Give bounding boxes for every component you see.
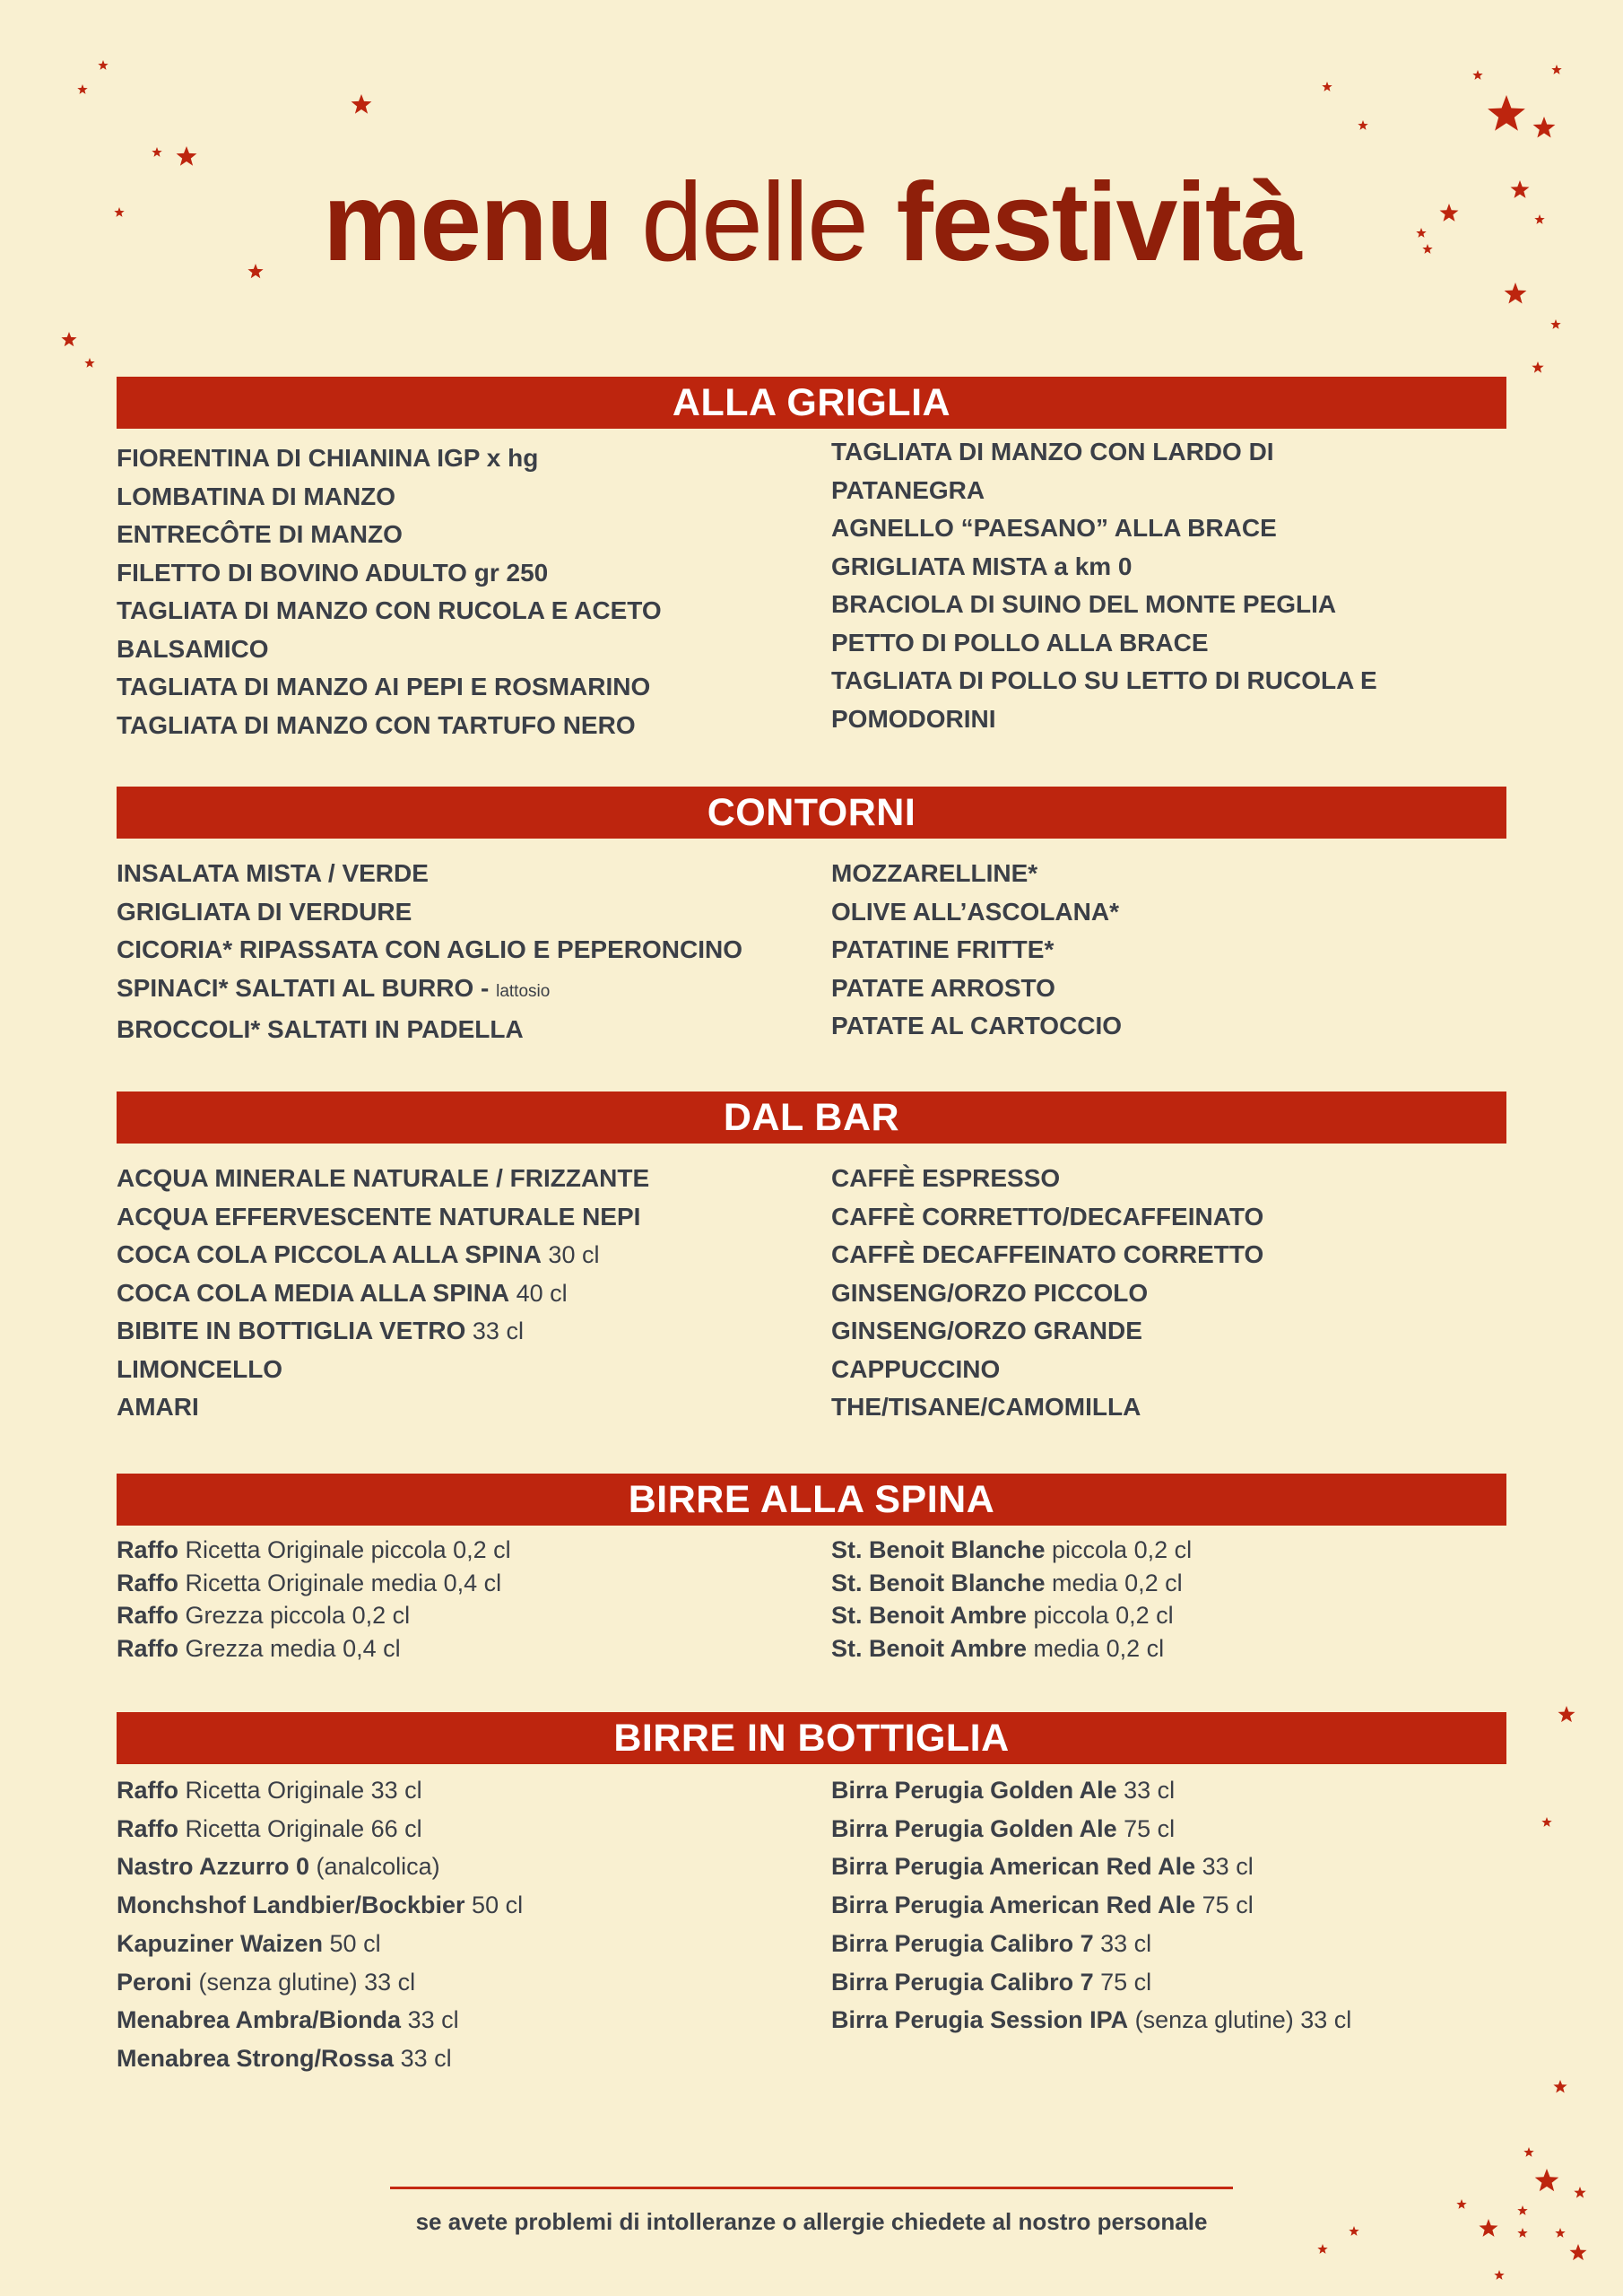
beer-brand: St. Benoit Blanche bbox=[831, 1536, 1046, 1563]
beer-detail: Grezza piccola 0,2 cl bbox=[178, 1602, 411, 1629]
beer-brand: Raffo bbox=[117, 1634, 178, 1662]
menu-item bbox=[831, 1632, 1513, 1665]
star-icon bbox=[1532, 361, 1543, 373]
menu-item bbox=[831, 1848, 1513, 1886]
beer-detail: (senza glutine) 33 cl bbox=[192, 1968, 416, 1996]
menu-item: FILETTO DI BOVINO ADULTO gr 250 bbox=[117, 558, 549, 587]
beer-brand: Nastro Azzurro 0 bbox=[117, 1853, 310, 1881]
menu-item: CAFFÈ ESPRESSO bbox=[831, 1164, 1061, 1192]
menu-item bbox=[117, 1810, 825, 1848]
beer-detail: 50 cl bbox=[323, 1929, 381, 1957]
beer-brand: Raffo bbox=[117, 1777, 178, 1804]
bar-left-column bbox=[117, 1160, 825, 1427]
menu-item: TAGLIATA DI MANZO CON RUCOLA E ACETO BALSAMICO bbox=[117, 596, 662, 663]
menu-item: GRIGLIATA MISTA a km 0 bbox=[831, 552, 1133, 580]
menu-item: AGNELLO “PAESANO” ALLA BRACE bbox=[831, 514, 1277, 542]
beer-brand: Birra Perugia Golden Ale bbox=[831, 1777, 1117, 1804]
menu-item bbox=[117, 1632, 825, 1665]
title-festivita: festività bbox=[896, 161, 1301, 284]
beer-detail: (analcolica) bbox=[309, 1853, 440, 1881]
beer-brand: Birra Perugia American Red Ale bbox=[831, 1892, 1196, 1919]
beer-brand: Birra Perugia Calibro 7 bbox=[831, 1968, 1094, 1996]
item-name: AMARI bbox=[117, 1393, 199, 1421]
beer-brand: Raffo bbox=[117, 1602, 178, 1629]
beer-brand: Raffo bbox=[117, 1569, 178, 1596]
allergy-notice: se avete problemi di intolleranze o allergie chiedete al nostro personale bbox=[415, 2208, 1208, 2235]
menu-item: FIORENTINA DI CHIANINA IGP x hg bbox=[117, 444, 539, 472]
star-icon bbox=[1574, 2187, 1585, 2198]
menu-item: GINSENG/ORZO PICCOLO bbox=[831, 1278, 1149, 1307]
beer-brand: Raffo bbox=[117, 1814, 178, 1842]
item-name: LIMONCELLO bbox=[117, 1354, 283, 1383]
beer-brand: Birra Perugia Session IPA bbox=[831, 2006, 1129, 2034]
menu-item bbox=[831, 1886, 1513, 1925]
star-icon bbox=[84, 358, 94, 368]
title-menu: menu bbox=[322, 161, 612, 284]
menu-item bbox=[831, 1771, 1513, 1810]
bar-right-column bbox=[831, 1160, 1513, 1427]
item-name: COCA COLA PICCOLA ALLA SPINA bbox=[117, 1240, 542, 1268]
star-icon bbox=[61, 332, 76, 346]
spina-right-column bbox=[831, 1534, 1513, 1665]
menu-item: PATATE ARROSTO bbox=[831, 973, 1055, 1002]
beer-detail: media 0,2 cl bbox=[1045, 1569, 1183, 1596]
star-icon bbox=[1570, 2244, 1587, 2260]
star-icon bbox=[1523, 2147, 1533, 2157]
menu-item: LOMBATINA DI MANZO bbox=[117, 482, 396, 510]
contorni-left-column bbox=[117, 855, 825, 1049]
menu-item: TAGLIATA DI MANZO AI PEPI E ROSMARINO bbox=[117, 673, 651, 700]
menu-item bbox=[831, 1925, 1513, 1963]
menu-item bbox=[117, 1925, 825, 1963]
menu-item: CAFFÈ CORRETTO/DECAFFEINATO bbox=[831, 1202, 1264, 1231]
star-icon bbox=[1535, 2169, 1559, 2191]
menu-item bbox=[117, 1160, 825, 1198]
menu-item: TAGLIATA DI MANZO CON LARDO DI PATANEGRA bbox=[831, 438, 1274, 504]
menu-item bbox=[117, 1848, 825, 1886]
menu-item: CAFFÈ DECAFFEINATO CORRETTO bbox=[831, 1240, 1264, 1268]
star-icon bbox=[1322, 82, 1332, 91]
menu-item bbox=[117, 2039, 825, 2078]
menu-item bbox=[831, 1599, 1513, 1632]
menu-item: PETTO DI POLLO ALLA BRACE bbox=[831, 628, 1209, 657]
star-icon bbox=[1472, 70, 1482, 80]
beer-brand: Menabrea Ambra/Bionda bbox=[117, 2006, 402, 2034]
menu-item bbox=[117, 1351, 825, 1389]
beer-detail: 33 cl bbox=[1093, 1929, 1152, 1957]
section-birre-alla-spina bbox=[117, 1474, 1506, 1678]
beer-brand: Birra Perugia American Red Ale bbox=[831, 1853, 1196, 1881]
menu-item: INSALATA MISTA / VERDE bbox=[117, 859, 429, 887]
beer-brand: Birra Perugia Calibro 7 bbox=[831, 1929, 1094, 1957]
menu-item bbox=[117, 1198, 825, 1237]
star-icon bbox=[1488, 95, 1525, 131]
star-icon bbox=[1553, 2080, 1567, 2093]
menu-item: ENTRECÔTE DI MANZO bbox=[117, 520, 403, 548]
menu-item bbox=[831, 1567, 1513, 1600]
beer-detail: Ricetta Originale media 0,4 cl bbox=[178, 1569, 502, 1596]
star-icon bbox=[1505, 283, 1527, 304]
title-delle: delle bbox=[641, 161, 868, 284]
menu-item: GINSENG/ORZO GRANDE bbox=[831, 1317, 1142, 1344]
menu-item: OLIVE ALL’ASCOLANA* bbox=[831, 897, 1119, 926]
footer-divider bbox=[390, 2187, 1233, 2189]
menu-item: THE/TISANE/CAMOMILLA bbox=[831, 1393, 1141, 1421]
section-dal-bar bbox=[117, 1091, 1506, 1439]
star-icon bbox=[1533, 117, 1556, 138]
beer-detail: piccola 0,2 cl bbox=[1045, 1536, 1193, 1563]
item-name: BIBITE IN BOTTIGLIA VETRO bbox=[117, 1317, 466, 1344]
griglia-right-column bbox=[831, 433, 1513, 738]
menu-item bbox=[117, 970, 825, 1012]
beer-brand: Raffo bbox=[117, 1536, 178, 1563]
star-icon bbox=[1558, 1706, 1575, 1722]
menu-item: BROCCOLI* SALTATI IN PADELLA bbox=[117, 1015, 524, 1043]
beer-detail: (senza glutine) 33 cl bbox=[1128, 2006, 1352, 2034]
beer-detail: 33 cl bbox=[401, 2006, 459, 2034]
item-size: 40 cl bbox=[509, 1279, 568, 1307]
beer-detail: 75 cl bbox=[1116, 1814, 1176, 1842]
menu-item bbox=[831, 2001, 1513, 2039]
section-birre-in-bottiglia bbox=[117, 1712, 1506, 2087]
menu-item bbox=[117, 1886, 825, 1925]
beer-detail: 33 cl bbox=[394, 2044, 452, 2072]
section-header: CONTORNI bbox=[117, 787, 1506, 839]
item-name: ACQUA MINERALE NATURALE / FRIZZANTE bbox=[117, 1164, 650, 1192]
griglia-left-column bbox=[117, 439, 825, 744]
section-alla-griglia bbox=[117, 377, 1506, 752]
item-name: ACQUA EFFERVESCENTE NATURALE NEPI bbox=[117, 1202, 641, 1231]
menu-item: BRACIOLA DI SUINO DEL MONTE PEGLIA bbox=[831, 590, 1337, 618]
menu-item: CAPPUCCINO bbox=[831, 1354, 1001, 1383]
section-header: DAL BAR bbox=[117, 1091, 1506, 1144]
beer-brand: Kapuziner Waizen bbox=[117, 1929, 324, 1957]
bottiglia-right-column bbox=[831, 1771, 1513, 2039]
star-icon bbox=[98, 60, 108, 70]
beer-brand: St. Benoit Blanche bbox=[831, 1569, 1046, 1596]
beer-brand: Menabrea Strong/Rossa bbox=[117, 2044, 395, 2072]
beer-brand: Monchshof Landbier/Bockbier bbox=[117, 1892, 465, 1919]
beer-brand: Peroni bbox=[117, 1968, 193, 1996]
beer-brand: St. Benoit Ambre bbox=[831, 1602, 1028, 1629]
beer-detail: 75 cl bbox=[1195, 1892, 1254, 1919]
page-title bbox=[0, 160, 1623, 285]
section-header: BIRRE IN BOTTIGLIA bbox=[117, 1712, 1506, 1764]
menu-item bbox=[831, 1534, 1513, 1567]
section-header: ALLA GRIGLIA bbox=[117, 377, 1506, 429]
beer-detail: 50 cl bbox=[464, 1892, 524, 1919]
star-icon bbox=[77, 84, 87, 94]
contorni-right-column bbox=[831, 855, 1513, 1046]
item-name: COCA COLA MEDIA ALLA SPINA bbox=[117, 1278, 510, 1307]
menu-item: GRIGLIATA DI VERDURE bbox=[117, 897, 412, 926]
menu-item bbox=[831, 1963, 1513, 2002]
allergen-note: lattosio bbox=[496, 981, 551, 1001]
spina-left-column bbox=[117, 1534, 825, 1665]
star-icon bbox=[352, 94, 372, 114]
item-size: 30 cl bbox=[541, 1241, 600, 1268]
beer-detail: Ricetta Originale 33 cl bbox=[178, 1777, 422, 1804]
menu-item bbox=[117, 1771, 825, 1810]
menu-item bbox=[117, 1312, 825, 1351]
menu-item: TAGLIATA DI MANZO CON TARTUFO NERO bbox=[117, 710, 636, 739]
beer-detail: 33 cl bbox=[1116, 1777, 1176, 1804]
star-icon bbox=[1317, 2244, 1327, 2254]
menu-item: CICORIA* RIPASSATA CON AGLIO E PEPERONCINO bbox=[117, 935, 742, 963]
menu-item bbox=[117, 1599, 825, 1632]
section-contorni bbox=[117, 787, 1506, 1054]
section-header: BIRRE ALLA SPINA bbox=[117, 1474, 1506, 1526]
beer-detail: Ricetta Originale 66 cl bbox=[178, 1814, 422, 1842]
beer-detail: Ricetta Originale piccola 0,2 cl bbox=[178, 1536, 511, 1563]
menu-item bbox=[117, 1534, 825, 1567]
beer-detail: 75 cl bbox=[1093, 1968, 1152, 1996]
menu-item bbox=[831, 1810, 1513, 1848]
item-size: 33 cl bbox=[465, 1318, 524, 1344]
beer-brand: St. Benoit Ambre bbox=[831, 1634, 1028, 1662]
menu-item: TAGLIATA DI POLLO SU LETTO DI RUCOLA E POMODORINI bbox=[831, 666, 1377, 733]
menu-item: MOZZARELLINE* bbox=[831, 859, 1038, 887]
star-icon bbox=[1541, 1817, 1551, 1827]
beer-detail: Grezza media 0,4 cl bbox=[178, 1634, 401, 1662]
star-icon bbox=[152, 147, 161, 157]
beer-detail: 33 cl bbox=[1195, 1853, 1254, 1881]
star-icon bbox=[1358, 120, 1367, 130]
item-name: SPINACI* SALTATI AL BURRO - bbox=[117, 973, 497, 1002]
menu-item bbox=[117, 1274, 825, 1313]
menu-item bbox=[117, 1388, 825, 1427]
menu-item bbox=[117, 1236, 825, 1274]
menu-item bbox=[117, 1963, 825, 2002]
beer-detail: piccola 0,2 cl bbox=[1027, 1602, 1174, 1629]
bottiglia-left-column bbox=[117, 1771, 825, 2078]
beer-brand: Birra Perugia Golden Ale bbox=[831, 1814, 1117, 1842]
menu-item: PATATE AL CARTOCCIO bbox=[831, 1012, 1123, 1039]
menu-item: PATATINE FRITTE* bbox=[831, 935, 1055, 963]
menu-item bbox=[117, 1567, 825, 1600]
star-icon bbox=[1551, 65, 1561, 74]
star-icon bbox=[1550, 319, 1560, 329]
beer-detail: media 0,2 cl bbox=[1027, 1634, 1165, 1662]
menu-item bbox=[117, 2001, 825, 2039]
star-icon bbox=[1494, 2270, 1504, 2280]
